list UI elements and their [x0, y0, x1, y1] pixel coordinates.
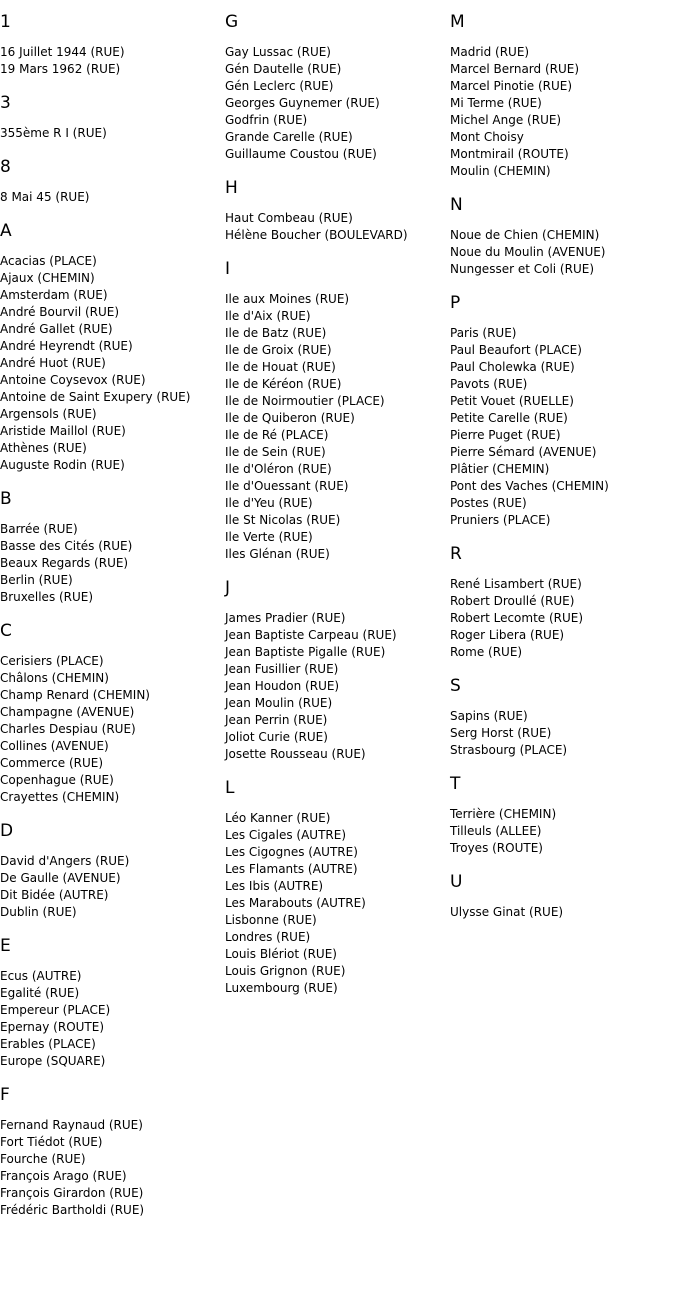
street-link[interactable]: Ile Verte (RUE) [225, 530, 313, 544]
letter-group [0, 609, 225, 809]
street-link[interactable]: Egalité (RUE) [0, 986, 80, 1000]
street-link[interactable]: Pierre Puget (RUE) [450, 428, 561, 442]
street-link[interactable]: Madrid (RUE) [450, 45, 530, 59]
street-link[interactable]: Josette Rousseau (RUE) [225, 747, 366, 761]
street-link[interactable]: François Arago (RUE) [0, 1169, 127, 1183]
letter-group [0, 924, 225, 1073]
street-list [0, 44, 225, 78]
street-link[interactable]: Ile d'Aix (RUE) [225, 309, 311, 323]
street-link[interactable]: Noue du Moulin (AVENUE) [450, 245, 606, 259]
street-link[interactable]: Petit Vouet (RUELLE) [450, 394, 574, 408]
street-list [225, 810, 450, 997]
street-list [0, 1117, 225, 1219]
street-link[interactable]: Les Marabouts (AUTRE) [225, 896, 366, 910]
letter-group [225, 247, 450, 566]
street-link[interactable]: Pierre Sémard (AVENUE) [450, 445, 597, 459]
letter-heading: G [225, 12, 239, 32]
street-link[interactable]: Georges Guynemer (RUE) [225, 96, 380, 110]
street-list [225, 210, 450, 244]
street-link[interactable]: Les Ibis (AUTRE) [225, 879, 324, 893]
street-link[interactable]: Ile d'Ouessant (RUE) [225, 479, 349, 493]
street-link[interactable]: Collines (AVENUE) [0, 739, 109, 753]
letter-group [0, 1073, 225, 1222]
street-link[interactable]: Mi Terme (RUE) [450, 96, 542, 110]
street-link[interactable]: Fort Tiédot (RUE) [0, 1135, 103, 1149]
letter-heading: A [0, 221, 12, 241]
street-link[interactable]: Frédéric Bartholdi (RUE) [0, 1203, 145, 1217]
street-link[interactable]: Grande Carelle (RUE) [225, 130, 353, 144]
street-link[interactable]: Argensols (RUE) [0, 407, 97, 421]
street-link[interactable]: Antoine de Saint Exupery (RUE) [0, 390, 191, 404]
street-link[interactable]: Ile de Sein (RUE) [225, 445, 326, 459]
street-index-column-3 [450, 0, 675, 924]
letter-heading: 1 [0, 12, 11, 32]
street-link[interactable]: 355ème R I (RUE) [0, 126, 107, 140]
letter-heading: L [225, 778, 235, 798]
letter-group [450, 860, 675, 924]
street-link[interactable]: Commerce (RUE) [0, 756, 104, 770]
street-link[interactable]: Fourche (RUE) [0, 1152, 86, 1166]
street-link[interactable]: Moulin (CHEMIN) [450, 164, 551, 178]
street-link[interactable]: Berlin (RUE) [0, 573, 73, 587]
street-link[interactable]: James Pradier (RUE) [225, 611, 346, 625]
street-link[interactable]: Gay Lussac (RUE) [225, 45, 331, 59]
street-link[interactable]: Cerisiers (PLACE) [0, 654, 104, 668]
street-link[interactable]: Luxembourg (RUE) [225, 981, 338, 995]
street-link[interactable]: Beaux Regards (RUE) [0, 556, 129, 570]
letter-heading: M [450, 12, 465, 32]
street-link[interactable]: Ile d'Oléron (RUE) [225, 462, 332, 476]
street-list [450, 227, 675, 278]
street-link[interactable]: Châlons (CHEMIN) [0, 671, 109, 685]
street-link[interactable]: Michel Ange (RUE) [450, 113, 562, 127]
street-link[interactable]: Mont Choisy [450, 130, 524, 144]
letter-group [0, 0, 225, 81]
street-link[interactable]: Dublin (RUE) [0, 905, 77, 919]
street-list [0, 653, 225, 806]
street-link[interactable]: Ecus (AUTRE) [0, 969, 82, 983]
street-link[interactable]: Petite Carelle (RUE) [450, 411, 568, 425]
street-link[interactable]: Guillaume Coustou (RUE) [225, 147, 377, 161]
street-link[interactable]: Paul Beaufort (PLACE) [450, 343, 582, 357]
street-link[interactable]: Postes (RUE) [450, 496, 527, 510]
street-list [450, 708, 675, 759]
street-link[interactable]: André Gallet (RUE) [0, 322, 113, 336]
street-link[interactable]: David d'Angers (RUE) [0, 854, 130, 868]
street-link[interactable]: Jean Houdon (RUE) [225, 679, 340, 693]
street-link[interactable]: Strasbourg (PLACE) [450, 743, 568, 757]
street-link[interactable]: Champ Renard (CHEMIN) [0, 688, 150, 702]
street-list [0, 253, 225, 474]
street-link[interactable]: Haut Combeau (RUE) [225, 211, 353, 225]
street-link[interactable]: Montmirail (ROUTE) [450, 147, 569, 161]
street-link[interactable]: Jean Baptiste Carpeau (RUE) [225, 628, 397, 642]
street-link[interactable]: Ile St Nicolas (RUE) [225, 513, 341, 527]
letter-heading: T [450, 774, 461, 794]
letter-heading: J [225, 578, 231, 598]
street-link[interactable]: Europe (SQUARE) [0, 1054, 106, 1068]
street-link[interactable]: Louis Grignon (RUE) [225, 964, 346, 978]
street-link[interactable]: Roger Libera (RUE) [450, 628, 565, 642]
letter-heading: D [0, 821, 14, 841]
letter-group [0, 209, 225, 477]
street-link[interactable]: Rome (RUE) [450, 645, 523, 659]
street-link[interactable]: Sapins (RUE) [450, 709, 528, 723]
street-link[interactable]: Crayettes (CHEMIN) [0, 790, 120, 804]
street-list [0, 521, 225, 606]
street-list [0, 189, 225, 206]
street-link[interactable]: Basse des Cités (RUE) [0, 539, 133, 553]
street-index-column-1 [0, 0, 225, 1222]
street-link[interactable]: Robert Droullé (RUE) [450, 594, 575, 608]
street-link[interactable]: De Gaulle (AVENUE) [0, 871, 121, 885]
letter-heading: 3 [0, 93, 11, 113]
street-link[interactable]: Ile de Quiberon (RUE) [225, 411, 355, 425]
street-link[interactable]: Tilleuls (ALLEE) [450, 824, 542, 838]
letter-heading: 8 [0, 157, 11, 177]
letter-heading: E [0, 936, 11, 956]
letter-group [0, 809, 225, 924]
letter-group [225, 0, 450, 166]
street-link[interactable]: Les Cigales (AUTRE) [225, 828, 346, 842]
street-link[interactable]: Charles Despiau (RUE) [0, 722, 136, 736]
street-list [225, 610, 450, 763]
street-link[interactable]: Pruniers (PLACE) [450, 513, 551, 527]
street-link[interactable]: Ile d'Yeu (RUE) [225, 496, 313, 510]
street-link[interactable]: Ile de Groix (RUE) [225, 343, 332, 357]
letter-group [0, 145, 225, 209]
street-link[interactable]: Jean Moulin (RUE) [225, 696, 333, 710]
letter-heading: I [225, 259, 231, 279]
street-link[interactable]: Troyes (ROUTE) [450, 841, 543, 855]
street-list [450, 904, 675, 921]
street-link[interactable]: Dit Bidée (AUTRE) [0, 888, 109, 902]
street-link[interactable]: Noue de Chien (CHEMIN) [450, 228, 600, 242]
street-link[interactable]: Champagne (AVENUE) [0, 705, 135, 719]
letter-heading: S [450, 676, 461, 696]
street-link[interactable]: Louis Blériot (RUE) [225, 947, 337, 961]
street-link[interactable]: André Huot (RUE) [0, 356, 106, 370]
letter-heading: N [450, 195, 463, 215]
street-link[interactable]: Marcel Bernard (RUE) [450, 62, 580, 76]
street-link[interactable]: 16 Juillet 1944 (RUE) [0, 45, 125, 59]
street-list [225, 291, 450, 563]
street-link[interactable]: Gén Leclerc (RUE) [225, 79, 334, 93]
street-link[interactable]: René Lisambert (RUE) [450, 577, 582, 591]
letter-group [0, 81, 225, 145]
street-link[interactable]: Fernand Raynaud (RUE) [0, 1118, 143, 1132]
street-link[interactable]: André Heyrendt (RUE) [0, 339, 133, 353]
street-link[interactable]: Ajaux (CHEMIN) [0, 271, 95, 285]
street-list [450, 44, 675, 180]
street-link[interactable]: Ile de Ré (PLACE) [225, 428, 329, 442]
street-list [0, 968, 225, 1070]
letter-group [450, 183, 675, 281]
street-link[interactable]: Athènes (RUE) [0, 441, 87, 455]
letter-heading: U [450, 872, 463, 892]
street-link[interactable]: Copenhague (RUE) [0, 773, 114, 787]
letter-group [225, 566, 450, 766]
street-link[interactable]: Barrée (RUE) [0, 522, 78, 536]
street-link[interactable]: Paul Cholewka (RUE) [450, 360, 575, 374]
letter-group [450, 532, 675, 664]
letter-heading: B [0, 489, 12, 509]
street-link[interactable]: Terrière (CHEMIN) [450, 807, 557, 821]
street-list [450, 325, 675, 529]
street-link[interactable]: Epernay (ROUTE) [0, 1020, 105, 1034]
street-link[interactable]: Ulysse Ginat (RUE) [450, 905, 564, 919]
street-link[interactable]: 19 Mars 1962 (RUE) [0, 62, 121, 76]
letter-group [0, 477, 225, 609]
street-link[interactable]: Ile de Kéréon (RUE) [225, 377, 342, 391]
letter-group [450, 664, 675, 762]
street-link[interactable]: Nungesser et Coli (RUE) [450, 262, 594, 276]
street-link[interactable]: Les Flamants (AUTRE) [225, 862, 358, 876]
street-link[interactable]: Pavots (RUE) [450, 377, 528, 391]
street-link[interactable]: Erables (PLACE) [0, 1037, 96, 1051]
street-list [225, 44, 450, 163]
street-link[interactable]: Les Cigognes (AUTRE) [225, 845, 358, 859]
street-index-column-2 [225, 0, 450, 1000]
street-link[interactable]: Ile aux Moines (RUE) [225, 292, 350, 306]
street-link[interactable]: Hélène Boucher (BOULEVARD) [225, 228, 408, 242]
street-link[interactable]: André Bourvil (RUE) [0, 305, 120, 319]
street-link[interactable]: Iles Glénan (RUE) [225, 547, 330, 561]
street-link[interactable]: Bruxelles (RUE) [0, 590, 94, 604]
street-link[interactable]: Plâtier (CHEMIN) [450, 462, 550, 476]
street-list [450, 576, 675, 661]
letter-heading: P [450, 293, 461, 313]
street-link[interactable]: Acacias (PLACE) [0, 254, 97, 268]
street-link[interactable]: Auguste Rodin (RUE) [0, 458, 125, 472]
street-link[interactable]: Jean Fusillier (RUE) [225, 662, 339, 676]
street-link[interactable]: Serg Horst (RUE) [450, 726, 552, 740]
letter-heading: H [225, 178, 238, 198]
street-list [0, 125, 225, 142]
street-link[interactable]: Londres (RUE) [225, 930, 311, 944]
street-link[interactable]: Paris (RUE) [450, 326, 517, 340]
street-link[interactable]: Pont des Vaches (CHEMIN) [450, 479, 609, 493]
street-link[interactable]: Joliot Curie (RUE) [225, 730, 328, 744]
street-link[interactable]: Ile de Noirmoutier (PLACE) [225, 394, 385, 408]
street-link[interactable]: 8 Mai 45 (RUE) [0, 190, 90, 204]
street-link[interactable]: Godfrin (RUE) [225, 113, 308, 127]
street-link[interactable]: Marcel Pinotie (RUE) [450, 79, 573, 93]
letter-heading: C [0, 621, 12, 641]
street-list [0, 853, 225, 921]
letter-group [450, 762, 675, 860]
street-link[interactable]: Amsterdam (RUE) [0, 288, 108, 302]
street-link[interactable]: Léo Kanner (RUE) [225, 811, 331, 825]
letter-group [450, 281, 675, 532]
street-link[interactable]: François Girardon (RUE) [0, 1186, 144, 1200]
street-link[interactable]: Ile de Houat (RUE) [225, 360, 336, 374]
letter-group [225, 766, 450, 1000]
street-link[interactable]: Antoine Coysevox (RUE) [0, 373, 146, 387]
letter-heading: F [0, 1085, 10, 1105]
street-link[interactable]: Gén Dautelle (RUE) [225, 62, 342, 76]
street-link[interactable]: Jean Perrin (RUE) [225, 713, 328, 727]
street-list [450, 806, 675, 857]
letter-group [450, 0, 675, 183]
street-link[interactable]: Empereur (PLACE) [0, 1003, 111, 1017]
street-link[interactable]: Aristide Maillol (RUE) [0, 424, 126, 438]
letter-heading: R [450, 544, 462, 564]
street-link[interactable]: Robert Lecomte (RUE) [450, 611, 584, 625]
street-link[interactable]: Jean Baptiste Pigalle (RUE) [225, 645, 386, 659]
street-link[interactable]: Lisbonne (RUE) [225, 913, 317, 927]
street-link[interactable]: Ile de Batz (RUE) [225, 326, 327, 340]
letter-group [225, 166, 450, 247]
